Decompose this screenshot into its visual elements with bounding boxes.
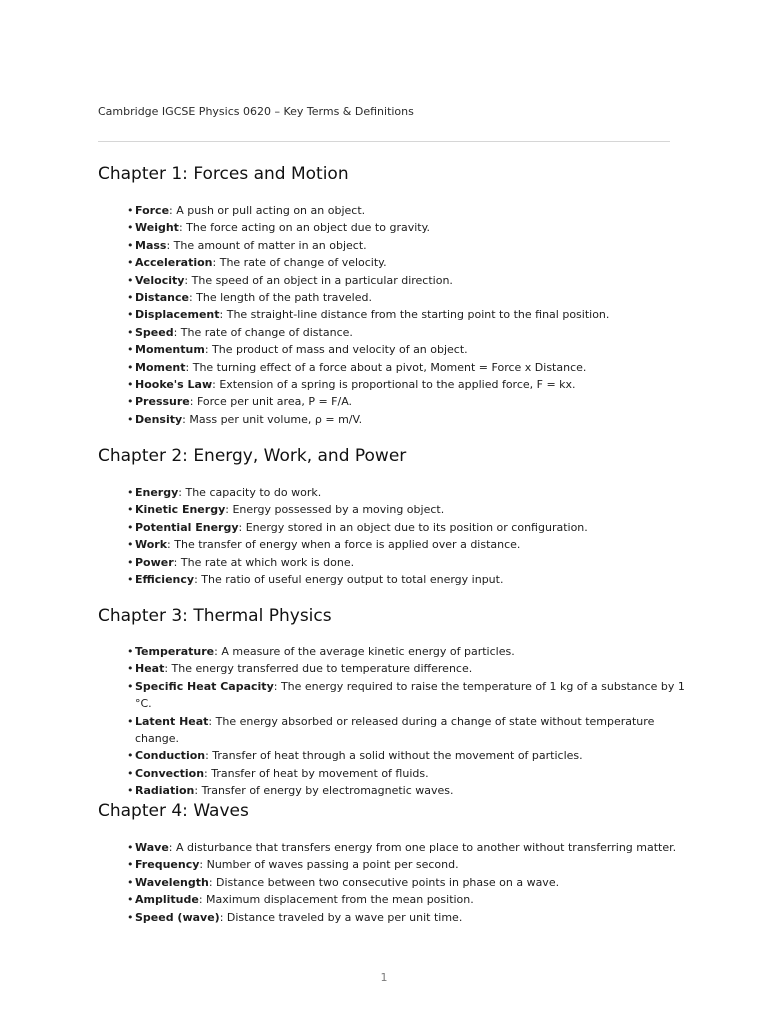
term-definition: : The turning effect of a force about a pivot, Moment = Force x Distance. <box>185 360 587 374</box>
term-item <box>127 411 687 428</box>
term-name: Force <box>135 204 170 217</box>
term-definition: : Extension of a spring is proportional to the applied force, F = kx. <box>212 378 576 392</box>
term-name: Acceleration <box>135 256 213 270</box>
chapter-heading: Chapter 2: Energy, Work, and Power <box>98 446 407 466</box>
term-definition: : The rate of change of distance. <box>173 325 353 339</box>
term-definition: : Transfer of energy by electromagnetic waves. <box>194 784 454 798</box>
term-item <box>127 874 687 891</box>
bullet-icon: • <box>127 766 134 780</box>
bullet-icon: • <box>127 308 134 322</box>
term-name: Density <box>135 412 183 426</box>
bullet-icon: • <box>127 555 134 569</box>
bullet-icon: • <box>127 714 134 728</box>
bullet-icon: • <box>127 520 134 534</box>
term-definition: : The length of the path traveled. <box>188 291 372 305</box>
term-name: Wave <box>135 841 169 854</box>
term-definition: : The energy required to raise the temperature of 1 kg of a substance by 1 °C. <box>135 679 685 711</box>
term-name: Work <box>135 538 168 552</box>
term-definition: : The rate at which work is done. <box>173 555 355 569</box>
term-definition: : Distance between two consecutive points in phase on a wave. <box>208 875 560 889</box>
bullet-icon: • <box>127 875 134 889</box>
term-item <box>127 376 687 393</box>
term-name: Distance <box>135 291 189 305</box>
term-name: Mass <box>135 238 167 252</box>
term-item <box>127 909 687 926</box>
bullet-icon: • <box>127 378 134 392</box>
term-item <box>127 306 687 323</box>
term-list <box>127 202 687 428</box>
page-number: 1 <box>380 971 388 984</box>
bullet-icon: • <box>127 893 134 907</box>
term-item <box>127 856 687 873</box>
term-name: Hooke's Law <box>135 378 213 392</box>
term-name: Moment <box>135 360 186 374</box>
bullet-icon: • <box>127 256 134 270</box>
chapter-heading: Chapter 1: Forces and Motion <box>98 164 349 184</box>
term-definition: : A disturbance that transfers energy from one place to another without transferring matter. <box>168 841 677 854</box>
bullet-icon: • <box>127 645 134 658</box>
term-definition: : The rate of change of velocity. <box>212 256 387 270</box>
term-definition: : The straight-line distance from the starting point to the final position. <box>219 308 610 322</box>
term-item <box>127 501 687 518</box>
term-definition: : The force acting on an object due to gravity. <box>178 221 431 235</box>
term-name: Energy <box>135 486 179 499</box>
term-name: Kinetic Energy <box>135 503 226 517</box>
bullet-icon: • <box>127 412 134 426</box>
term-name: Conduction <box>135 749 206 763</box>
term-definition: : The energy transferred due to temperature difference. <box>164 662 473 676</box>
term-name: Displacement <box>135 308 220 322</box>
term-item <box>127 324 687 341</box>
term-item <box>127 713 687 748</box>
bullet-icon: • <box>127 749 134 763</box>
bullet-icon: • <box>127 238 134 252</box>
term-item <box>127 289 687 306</box>
term-item <box>127 839 687 856</box>
term-item <box>127 891 687 908</box>
term-definition: : Transfer of heat through a solid without the movement of particles. <box>205 749 583 763</box>
bullet-icon: • <box>127 325 134 339</box>
term-definition: : The product of mass and velocity of an object. <box>204 343 468 357</box>
term-name: Power <box>135 555 174 569</box>
term-item <box>127 393 687 410</box>
term-name: Latent Heat <box>135 714 209 728</box>
term-name: Specific Heat Capacity <box>135 679 274 693</box>
term-item <box>127 341 687 358</box>
term-item <box>127 272 687 289</box>
bullet-icon: • <box>127 360 134 374</box>
term-item <box>127 782 687 799</box>
term-item <box>127 554 687 571</box>
term-list <box>127 643 687 800</box>
term-definition: : The transfer of energy when a force is applied over a distance. <box>167 538 521 552</box>
bullet-icon: • <box>127 662 134 676</box>
bullet-icon: • <box>127 679 134 693</box>
term-item <box>127 571 687 588</box>
bullet-icon: • <box>127 910 134 924</box>
term-name: Momentum <box>135 343 205 357</box>
header-divider <box>98 141 670 142</box>
bullet-icon: • <box>127 343 134 357</box>
term-definition: : Number of waves passing a point per second. <box>199 858 459 872</box>
term-definition: : The ratio of useful energy output to total energy input. <box>194 573 504 587</box>
term-definition: : The capacity to do work. <box>178 486 322 499</box>
term-name: Pressure <box>135 395 190 409</box>
bullet-icon: • <box>127 841 134 854</box>
term-item <box>127 660 687 677</box>
bullet-icon: • <box>127 784 134 798</box>
term-definition: : Transfer of heat by movement of fluids. <box>204 766 429 780</box>
chapter-heading: Chapter 3: Thermal Physics <box>98 606 332 626</box>
term-name: Temperature <box>135 645 215 658</box>
bullet-icon: • <box>127 273 134 287</box>
term-item <box>127 237 687 254</box>
term-item <box>127 219 687 236</box>
term-definition: : The speed of an object in a particular direction. <box>184 273 453 287</box>
term-name: Velocity <box>135 273 185 287</box>
bullet-icon: • <box>127 858 134 872</box>
term-definition: : Energy stored in an object due to its position or configuration. <box>238 520 588 534</box>
term-definition: : The energy absorbed or released during a change of state without temperature change. <box>135 714 655 746</box>
term-definition: : Mass per unit volume, ρ = m/V. <box>182 412 363 426</box>
term-name: Frequency <box>135 858 200 872</box>
term-list <box>127 839 687 926</box>
term-name: Radiation <box>135 784 195 798</box>
term-item <box>127 359 687 376</box>
term-name: Convection <box>135 766 205 780</box>
term-name: Efficiency <box>135 573 195 587</box>
term-definition: : The amount of matter in an object. <box>166 238 367 252</box>
term-item <box>127 747 687 764</box>
term-item <box>127 678 687 713</box>
bullet-icon: • <box>127 503 134 517</box>
term-name: Heat <box>135 662 165 676</box>
term-item <box>127 643 687 660</box>
chapter-heading: Chapter 4: Waves <box>98 801 249 821</box>
term-definition: : Distance traveled by a wave per unit time. <box>219 910 463 924</box>
bullet-icon: • <box>127 486 134 499</box>
term-name: Speed (wave) <box>135 910 220 924</box>
document-header: Cambridge IGCSE Physics 0620 – Key Terms & Definitions <box>98 105 414 118</box>
bullet-icon: • <box>127 538 134 552</box>
bullet-icon: • <box>127 221 134 235</box>
term-list <box>127 484 687 588</box>
bullet-icon: • <box>127 395 134 409</box>
term-name: Weight <box>135 221 179 235</box>
term-item <box>127 202 687 219</box>
term-item <box>127 254 687 271</box>
term-name: Speed <box>135 325 174 339</box>
term-definition: : A measure of the average kinetic energy of particles. <box>214 645 515 658</box>
bullet-icon: • <box>127 204 134 217</box>
term-definition: : Energy possessed by a moving object. <box>225 503 445 517</box>
term-definition: : Maximum displacement from the mean position. <box>198 893 474 907</box>
bullet-icon: • <box>127 573 134 587</box>
term-item <box>127 519 687 536</box>
term-item <box>127 765 687 782</box>
term-name: Amplitude <box>135 893 199 907</box>
term-item <box>127 536 687 553</box>
term-definition: : Force per unit area, P = F/A. <box>189 395 353 409</box>
term-name: Wavelength <box>135 875 209 889</box>
term-definition: : A push or pull acting on an object. <box>169 204 366 217</box>
term-item <box>127 484 687 501</box>
term-name: Potential Energy <box>135 520 239 534</box>
bullet-icon: • <box>127 291 134 305</box>
